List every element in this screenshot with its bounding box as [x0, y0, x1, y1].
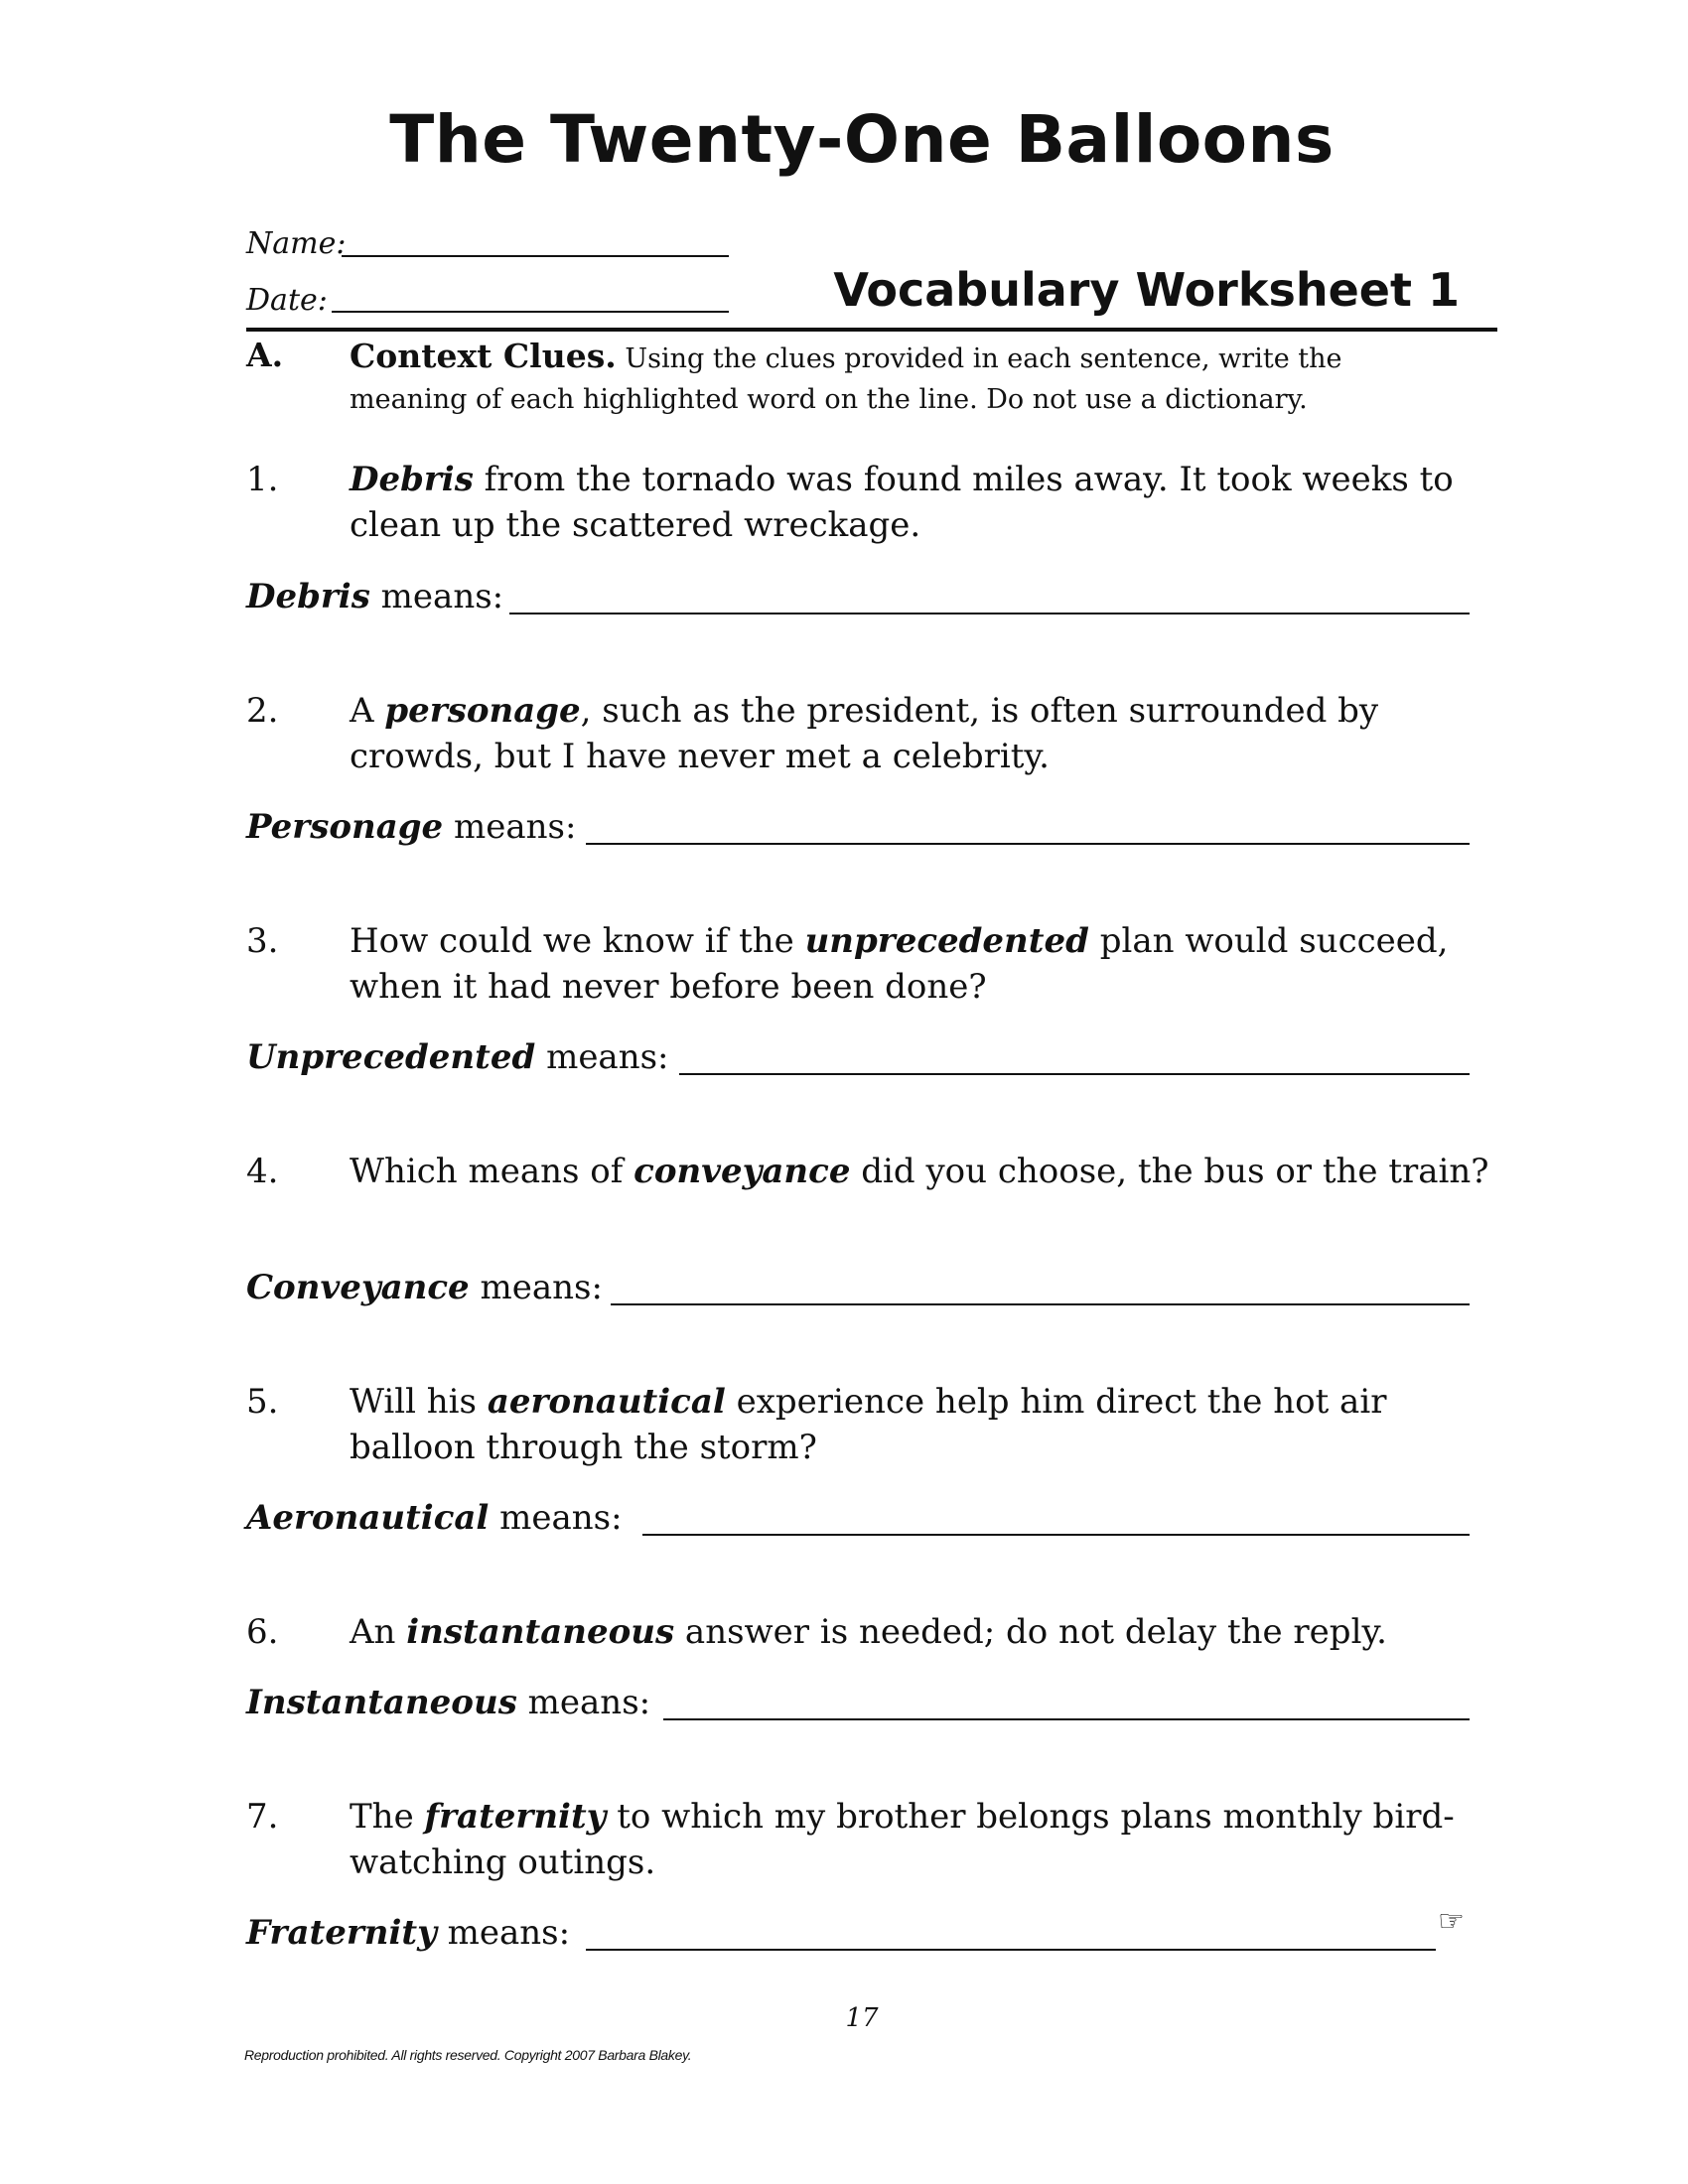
vocab-word: unprecedented — [804, 921, 1089, 961]
question-text-after: did you choose, the bus or the train? — [850, 1152, 1489, 1191]
answer-label — [246, 1037, 669, 1077]
question-text-before: Which means of — [350, 1152, 634, 1191]
question-number: 3. — [246, 921, 279, 961]
answer-suffix: means: — [489, 1498, 623, 1538]
page-number: 17 — [845, 2003, 879, 2033]
answer-line[interactable] — [642, 1534, 1470, 1536]
answer-line[interactable] — [611, 1303, 1470, 1305]
question-text — [350, 688, 1501, 779]
question-text — [350, 1149, 1501, 1194]
question-number: 4. — [246, 1152, 279, 1191]
answer-line[interactable] — [509, 613, 1470, 614]
question-number: 6. — [246, 1612, 279, 1652]
answer-suffix: means: — [516, 1683, 651, 1722]
answer-label — [246, 1268, 603, 1307]
answer-word: Fraternity — [246, 1913, 437, 1953]
answer-word: Personage — [246, 807, 444, 847]
vocab-word: personage — [384, 691, 581, 731]
question-text-after: to which my brother belongs plans monthly bird-watching outings. — [350, 1797, 1455, 1882]
vocab-word: aeronautical — [487, 1382, 726, 1422]
question-number: 2. — [246, 691, 279, 731]
answer-word: Conveyance — [246, 1268, 470, 1307]
question-text-before: An — [350, 1612, 407, 1652]
question-text — [350, 457, 1501, 548]
answer-suffix: means: — [469, 1268, 603, 1307]
question-text — [350, 1794, 1501, 1885]
answer-line[interactable] — [679, 1073, 1470, 1075]
answer-label — [246, 577, 503, 616]
instructions-text: Using the clues provided in each sentence, write the meaning of each highlighted word on the line. Do not use a dictionary. — [350, 343, 1342, 415]
answer-suffix: means: — [443, 807, 577, 847]
question-text — [350, 1609, 1501, 1655]
answer-word: Instantaneous — [246, 1683, 517, 1722]
question-text-before: A — [350, 691, 385, 731]
section-lead: Context Clues. — [350, 337, 617, 375]
page-title: The Twenty-One Balloons — [389, 101, 1335, 178]
date-field[interactable] — [332, 311, 729, 313]
answer-suffix: means: — [535, 1037, 669, 1077]
vocab-word: conveyance — [633, 1152, 851, 1191]
answer-label — [246, 1498, 623, 1538]
copyright-notice: Reproduction prohibited. All rights reserved. Copyright 2007 Barbara Blakey. — [244, 2047, 692, 2063]
question-text-before: The — [350, 1797, 425, 1837]
question-text-before: Will his — [350, 1382, 488, 1422]
section-instructions — [350, 336, 1462, 420]
answer-suffix: means: — [369, 577, 504, 616]
answer-line[interactable] — [586, 1949, 1436, 1951]
answer-label — [246, 807, 576, 847]
question-text-before: How could we know if the — [350, 921, 805, 961]
answer-label — [246, 1683, 650, 1722]
vocab-word: instantaneous — [406, 1612, 675, 1652]
question-number: 5. — [246, 1382, 279, 1422]
section-letter: A. — [246, 336, 284, 374]
question-text-after: , such as the president, is often surrounded by crowds, but I have never met a celebrity. — [350, 691, 1379, 776]
question-text — [350, 918, 1501, 1010]
worksheet-title: Vocabulary Worksheet 1 — [833, 263, 1460, 317]
name-field[interactable] — [342, 255, 729, 257]
vocab-word: fraternity — [424, 1797, 607, 1837]
answer-suffix: means: — [436, 1913, 571, 1953]
answer-line[interactable] — [586, 843, 1470, 845]
question-number: 7. — [246, 1797, 279, 1837]
question-text-after: answer is needed; do not delay the reply. — [674, 1612, 1387, 1652]
answer-word: Debris — [246, 577, 370, 616]
question-text-after: plan would succeed, when it had never before been done? — [350, 921, 1449, 1007]
name-label: Name: — [246, 226, 347, 261]
answer-line[interactable] — [663, 1718, 1470, 1720]
answer-label — [246, 1913, 570, 1953]
vocab-word: Debris — [350, 460, 474, 499]
answer-word: Unprecedented — [246, 1037, 536, 1077]
question-text-after: from the tornado was found miles away. It took weeks to clean up the scattered wreckage. — [350, 460, 1454, 545]
question-text-after: experience help him direct the hot air balloon through the storm? — [350, 1382, 1387, 1467]
answer-word: Aeronautical — [246, 1498, 490, 1538]
question-number: 1. — [246, 460, 279, 499]
question-text — [350, 1379, 1501, 1470]
date-label: Date: — [246, 283, 328, 318]
header-rule — [246, 328, 1497, 332]
pointing-hand-icon: ☞ — [1438, 1904, 1465, 1939]
